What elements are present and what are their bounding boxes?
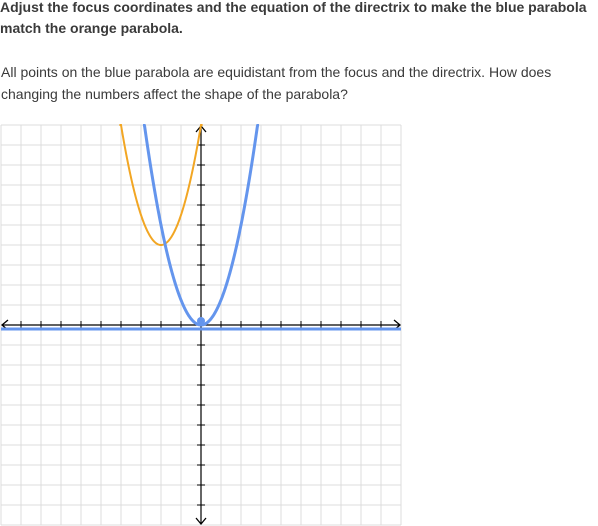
- question-text: All points on the blue parabola are equidistant from the focus and the directrix. How does changing the numbers affect the shape of the parabola?: [1, 64, 552, 102]
- coordinate-graph[interactable]: [0, 124, 402, 526]
- instruction-text: Adjust the focus coordinates and the equation of the directrix to make the blue parabola match the orange parabola.: [0, 0, 587, 36]
- focus-point[interactable]: [197, 317, 205, 325]
